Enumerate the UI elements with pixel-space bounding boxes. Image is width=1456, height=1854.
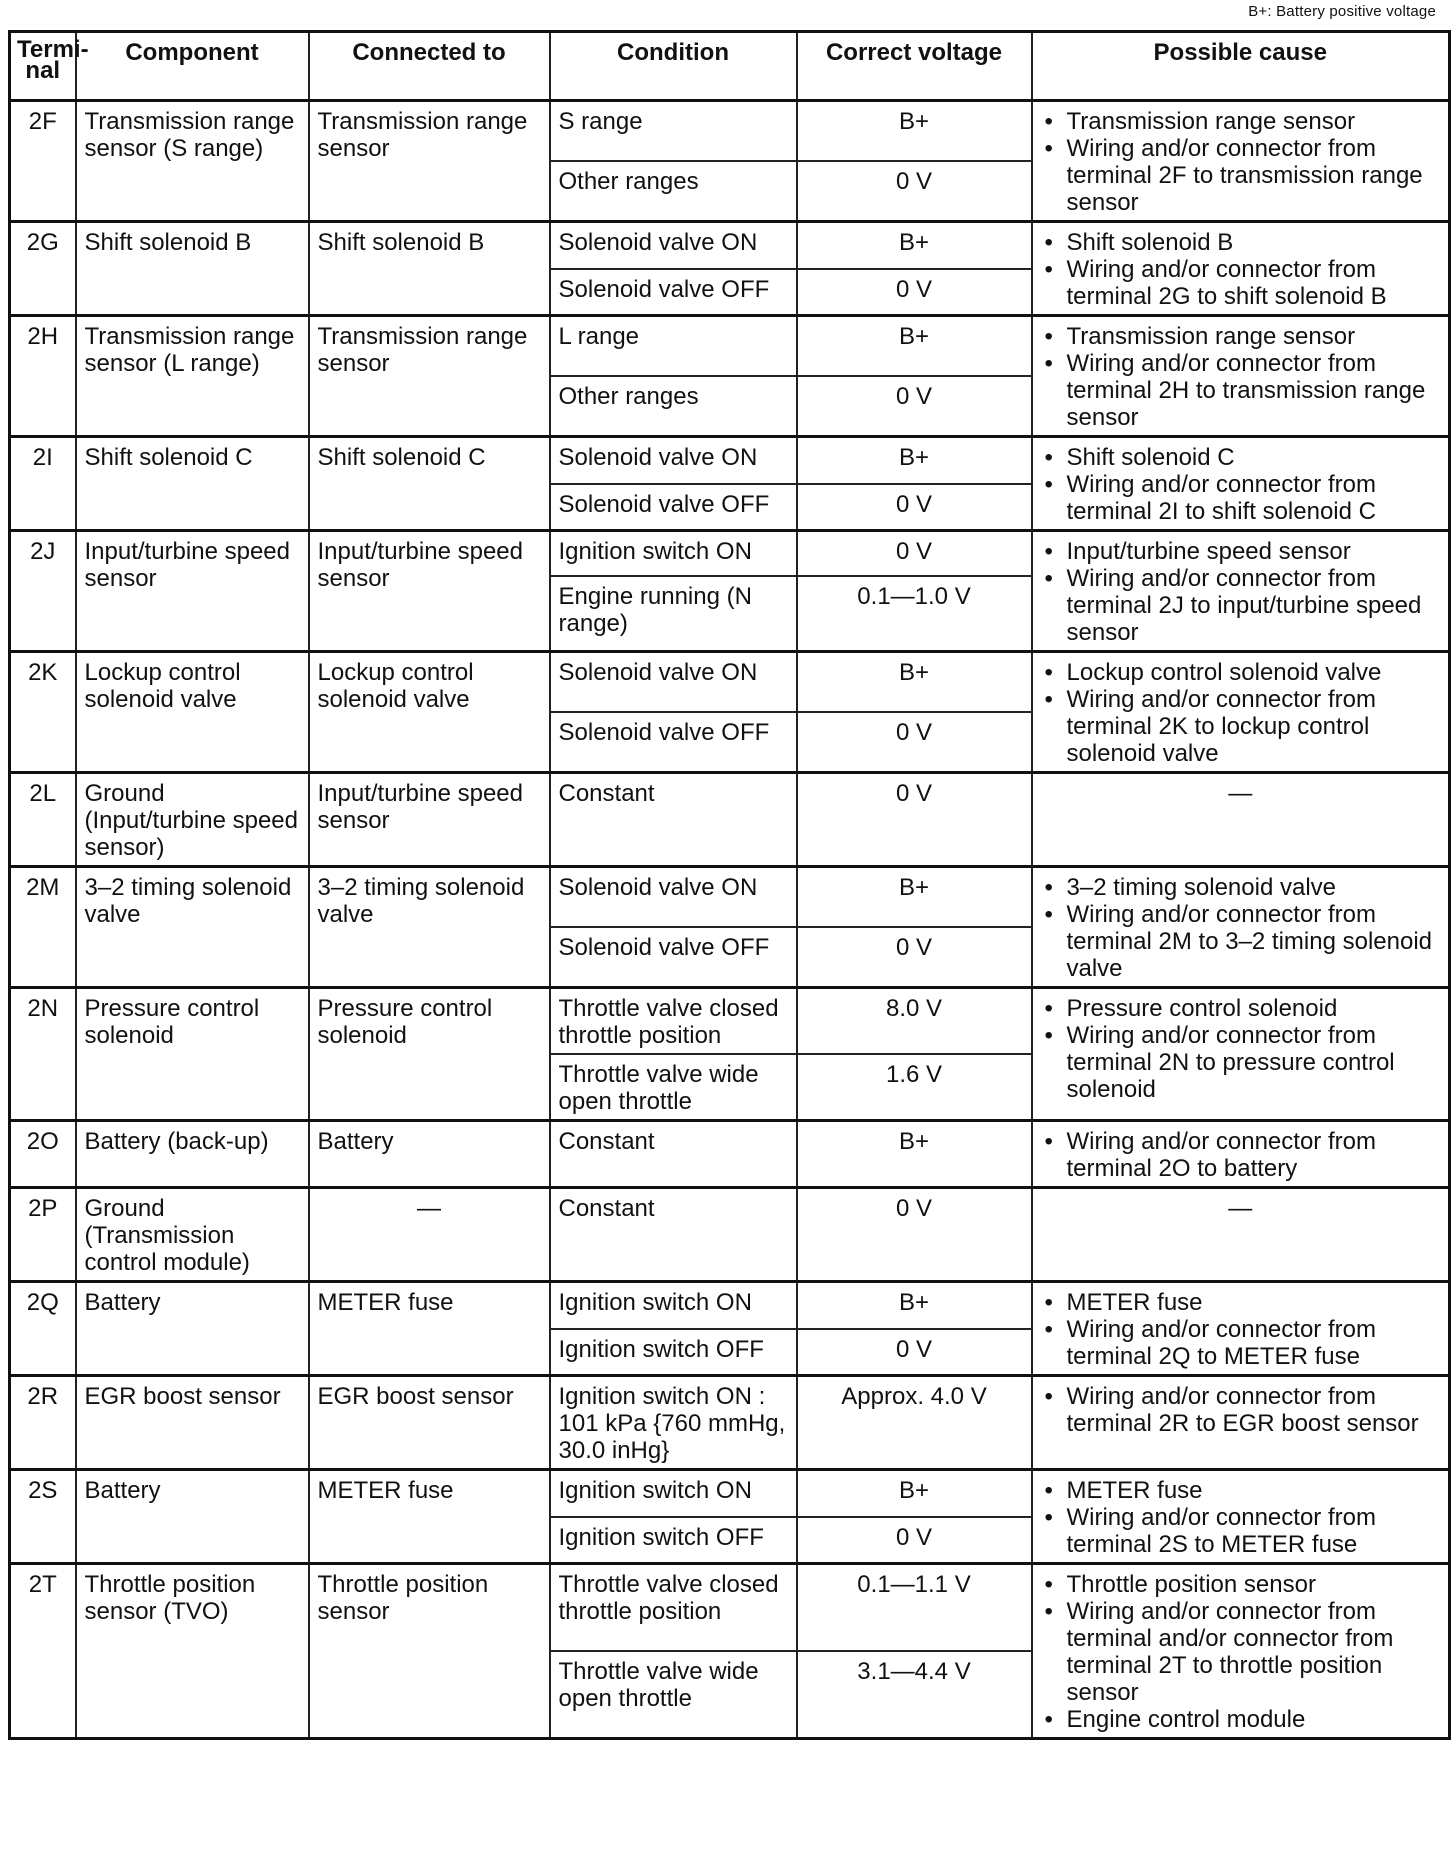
cause-item: • Wiring and/or connector from terminal and/or connector from terminal 2T to throttle position sensor (1041, 1598, 1441, 1706)
voltage-cell: 0 V (797, 1329, 1032, 1376)
cause-item: • Lockup control solenoid valve (1041, 659, 1441, 686)
header-terminal: Termi-nal (10, 32, 76, 101)
header-correct-voltage: Correct voltage (797, 32, 1032, 101)
voltage-cell: Approx. 4.0 V (797, 1376, 1032, 1470)
table-row (10, 867, 1450, 928)
table-row-group-2t (10, 1564, 1450, 1739)
condition-cell: Ignition switch ON (550, 531, 797, 576)
condition-cell: Solenoid valve ON (550, 867, 797, 928)
table-row-group-2o (10, 1121, 1450, 1188)
table-row (10, 531, 1450, 576)
component-cell: Shift solenoid B (76, 222, 309, 316)
terminal-cell: 2T (10, 1564, 76, 1739)
table-row-group-2h (10, 316, 1450, 437)
cause-item: • Wiring and/or connector from terminal 2H to transmission range sensor (1041, 350, 1441, 431)
voltage-cell: B+ (797, 1121, 1032, 1188)
component-cell: Input/turbine speed sensor (76, 531, 309, 652)
terminal-cell: 2M (10, 867, 76, 988)
table-row-group-2f (10, 101, 1450, 222)
possible-cause-cell (1032, 1282, 1450, 1376)
condition-cell: Solenoid valve ON (550, 222, 797, 269)
terminal-cell: 2R (10, 1376, 76, 1470)
voltage-cell: B+ (797, 1282, 1032, 1329)
voltage-cell: B+ (797, 437, 1032, 484)
component-cell: Battery (back-up) (76, 1121, 309, 1188)
header-component: Component (76, 32, 309, 101)
cause-list (1041, 444, 1441, 525)
cause-list (1041, 1128, 1441, 1182)
condition-cell: Throttle valve wide open throttle (550, 1651, 797, 1739)
voltage-cell: 0 V (797, 531, 1032, 576)
connected-to-cell: Input/turbine speed sensor (309, 531, 550, 652)
voltage-cell: 0 V (797, 484, 1032, 531)
connected-to-cell: METER fuse (309, 1470, 550, 1564)
component-cell: Ground (Input/turbine speed sensor) (76, 773, 309, 867)
connected-to-cell: 3–2 timing solenoid valve (309, 867, 550, 988)
cause-list (1041, 995, 1441, 1103)
component-cell: EGR boost sensor (76, 1376, 309, 1470)
condition-cell: Engine running (N range) (550, 576, 797, 652)
possible-cause-cell (1032, 531, 1450, 652)
cause-item: • Transmission range sensor (1041, 323, 1441, 350)
voltage-cell: 3.1—4.4 V (797, 1651, 1032, 1739)
cause-list (1041, 659, 1441, 767)
table-row-group-2n (10, 988, 1450, 1121)
connected-to-cell: Input/turbine speed sensor (309, 773, 550, 867)
connected-to-cell: Throttle position sensor (309, 1564, 550, 1739)
header-connected-to: Connected to (309, 32, 550, 101)
connected-to-cell: Lockup control solenoid valve (309, 652, 550, 773)
cause-item: • Wiring and/or connector from terminal 2S to METER fuse (1041, 1504, 1441, 1558)
connected-to-cell: Battery (309, 1121, 550, 1188)
condition-cell: Ignition switch OFF (550, 1517, 797, 1564)
possible-cause-cell (1032, 1376, 1450, 1470)
table-row (10, 1188, 1450, 1282)
table-row (10, 316, 1450, 377)
no-cause-dash: — (1228, 780, 1253, 807)
cause-item: • Input/turbine speed sensor (1041, 538, 1441, 565)
condition-cell: Solenoid valve OFF (550, 927, 797, 988)
voltage-cell: 0 V (797, 927, 1032, 988)
voltage-cell: 0 V (797, 712, 1032, 773)
footnote-b-plus: B+: Battery positive voltage (1248, 3, 1436, 20)
condition-cell: Solenoid valve OFF (550, 712, 797, 773)
component-cell: Ground (Transmission control module) (76, 1188, 309, 1282)
terminal-cell: 2O (10, 1121, 76, 1188)
connected-to-cell: — (309, 1188, 550, 1282)
condition-cell: Throttle valve wide open throttle (550, 1054, 797, 1121)
condition-cell: Ignition switch ON (550, 1282, 797, 1329)
condition-cell: Ignition switch ON (550, 1470, 797, 1517)
terminal-cell: 2S (10, 1470, 76, 1564)
component-cell: Pressure control solenoid (76, 988, 309, 1121)
condition-cell: Constant (550, 1121, 797, 1188)
cause-item: • Pressure control solenoid (1041, 995, 1441, 1022)
header-possible-cause: Possible cause (1032, 32, 1450, 101)
voltage-cell: 0 V (797, 269, 1032, 316)
table-row-group-2j (10, 531, 1450, 652)
connected-to-cell: METER fuse (309, 1282, 550, 1376)
terminal-cell: 2K (10, 652, 76, 773)
connected-to-cell: Pressure control solenoid (309, 988, 550, 1121)
table-row (10, 1376, 1450, 1470)
cause-item: • 3–2 timing solenoid valve (1041, 874, 1441, 901)
component-cell: Transmission range sensor (S range) (76, 101, 309, 222)
component-cell: Transmission range sensor (L range) (76, 316, 309, 437)
cause-item: • Wiring and/or connector from terminal 2K to lockup control solenoid valve (1041, 686, 1441, 767)
terminal-cell: 2H (10, 316, 76, 437)
header-row (10, 32, 1450, 101)
cause-item: • Wiring and/or connector from terminal 2R to EGR boost sensor (1041, 1383, 1441, 1437)
cause-list (1041, 229, 1441, 310)
terminal-cell: 2Q (10, 1282, 76, 1376)
table-row (10, 222, 1450, 269)
table-row (10, 437, 1450, 484)
cause-item: • Shift solenoid B (1041, 229, 1441, 256)
cause-item: • Wiring and/or connector from terminal 2G to shift solenoid B (1041, 256, 1441, 310)
cause-list (1041, 1477, 1441, 1558)
voltage-cell: 0 V (797, 161, 1032, 222)
condition-cell: Constant (550, 773, 797, 867)
connected-to-cell: Transmission range sensor (309, 316, 550, 437)
voltage-cell: 0 V (797, 773, 1032, 867)
terminal-cell: 2G (10, 222, 76, 316)
table-row-group-2q (10, 1282, 1450, 1376)
possible-cause-cell (1032, 1188, 1450, 1282)
voltage-cell: 0 V (797, 1188, 1032, 1282)
cause-item: • Throttle position sensor (1041, 1571, 1441, 1598)
possible-cause-cell (1032, 988, 1450, 1121)
possible-cause-cell (1032, 652, 1450, 773)
cause-item: • Wiring and/or connector from terminal 2I to shift solenoid C (1041, 471, 1441, 525)
no-cause-dash: — (1228, 1195, 1253, 1222)
possible-cause-cell (1032, 867, 1450, 988)
component-cell: Battery (76, 1282, 309, 1376)
condition-cell: Solenoid valve OFF (550, 484, 797, 531)
table-row-group-2l (10, 773, 1450, 867)
terminal-voltage-table (8, 30, 1451, 1740)
terminal-cell: 2F (10, 101, 76, 222)
cause-list (1041, 1289, 1441, 1370)
condition-cell: Other ranges (550, 161, 797, 222)
table-row-group-2g (10, 222, 1450, 316)
terminal-cell: 2J (10, 531, 76, 652)
voltage-cell: B+ (797, 1470, 1032, 1517)
table-row-group-2k (10, 652, 1450, 773)
cause-item: • Wiring and/or connector from terminal 2J to input/turbine speed sensor (1041, 565, 1441, 646)
possible-cause-cell (1032, 1121, 1450, 1188)
possible-cause-cell (1032, 773, 1450, 867)
connected-to-cell: Shift solenoid B (309, 222, 550, 316)
connected-to-cell: Transmission range sensor (309, 101, 550, 222)
possible-cause-cell (1032, 316, 1450, 437)
condition-cell: Ignition switch OFF (550, 1329, 797, 1376)
condition-cell: Other ranges (550, 376, 797, 437)
cause-item: • Wiring and/or connector from terminal 2O to battery (1041, 1128, 1441, 1182)
voltage-cell: 0.1—1.0 V (797, 576, 1032, 652)
cause-item: • METER fuse (1041, 1477, 1441, 1504)
voltage-cell: B+ (797, 316, 1032, 377)
voltage-cell: 0 V (797, 1517, 1032, 1564)
table-row (10, 773, 1450, 867)
voltage-cell: 0.1—1.1 V (797, 1564, 1032, 1652)
cause-item: • Wiring and/or connector from terminal 2M to 3–2 timing solenoid valve (1041, 901, 1441, 982)
cause-item: • Transmission range sensor (1041, 108, 1441, 135)
condition-cell: Ignition switch ON : 101 kPa {760 mmHg, 30.0 inHg} (550, 1376, 797, 1470)
connected-to-cell: Shift solenoid C (309, 437, 550, 531)
table-row (10, 652, 1450, 713)
table-row (10, 1470, 1450, 1517)
cause-list (1041, 1383, 1441, 1437)
cause-list (1041, 108, 1441, 216)
component-cell: Shift solenoid C (76, 437, 309, 531)
cause-list (1041, 874, 1441, 982)
condition-cell: L range (550, 316, 797, 377)
possible-cause-cell (1032, 437, 1450, 531)
table-row-group-2i (10, 437, 1450, 531)
component-cell: 3–2 timing solenoid valve (76, 867, 309, 988)
possible-cause-cell (1032, 101, 1450, 222)
condition-cell: Solenoid valve OFF (550, 269, 797, 316)
voltage-cell: 0 V (797, 376, 1032, 437)
cause-item: • Shift solenoid C (1041, 444, 1441, 471)
condition-cell: Solenoid valve ON (550, 437, 797, 484)
possible-cause-cell (1032, 222, 1450, 316)
cause-list (1041, 1571, 1441, 1733)
header-condition: Condition (550, 32, 797, 101)
condition-cell: Throttle valve closed throttle position (550, 988, 797, 1055)
voltage-cell: B+ (797, 652, 1032, 713)
cause-list (1041, 538, 1441, 646)
table-row (10, 1564, 1450, 1652)
possible-cause-cell (1032, 1564, 1450, 1739)
possible-cause-cell (1032, 1470, 1450, 1564)
voltage-cell: B+ (797, 867, 1032, 928)
table-row-group-2s (10, 1470, 1450, 1564)
cause-item: • Wiring and/or connector from terminal 2N to pressure control solenoid (1041, 1022, 1441, 1103)
terminal-cell: 2I (10, 437, 76, 531)
table-row (10, 988, 1450, 1055)
table-row (10, 101, 1450, 162)
table-row-group-2r (10, 1376, 1450, 1470)
terminal-cell: 2N (10, 988, 76, 1121)
component-cell: Lockup control solenoid valve (76, 652, 309, 773)
terminal-cell: 2L (10, 773, 76, 867)
condition-cell: Throttle valve closed throttle position (550, 1564, 797, 1652)
voltage-cell: 1.6 V (797, 1054, 1032, 1121)
cause-list (1041, 323, 1441, 431)
table-row (10, 1282, 1450, 1329)
voltage-cell: 8.0 V (797, 988, 1032, 1055)
voltage-cell: B+ (797, 101, 1032, 162)
voltage-cell: B+ (797, 222, 1032, 269)
cause-item: • Wiring and/or connector from terminal 2F to transmission range sensor (1041, 135, 1441, 216)
terminal-cell: 2P (10, 1188, 76, 1282)
condition-cell: S range (550, 101, 797, 162)
component-cell: Throttle position sensor (TVO) (76, 1564, 309, 1739)
table-row (10, 1121, 1450, 1188)
connected-to-cell: EGR boost sensor (309, 1376, 550, 1470)
condition-cell: Constant (550, 1188, 797, 1282)
cause-item: • Engine control module (1041, 1706, 1441, 1733)
component-cell: Battery (76, 1470, 309, 1564)
table-row-group-2p (10, 1188, 1450, 1282)
table-row-group-2m (10, 867, 1450, 988)
cause-item: • Wiring and/or connector from terminal 2Q to METER fuse (1041, 1316, 1441, 1370)
cause-item: • METER fuse (1041, 1289, 1441, 1316)
condition-cell: Solenoid valve ON (550, 652, 797, 713)
